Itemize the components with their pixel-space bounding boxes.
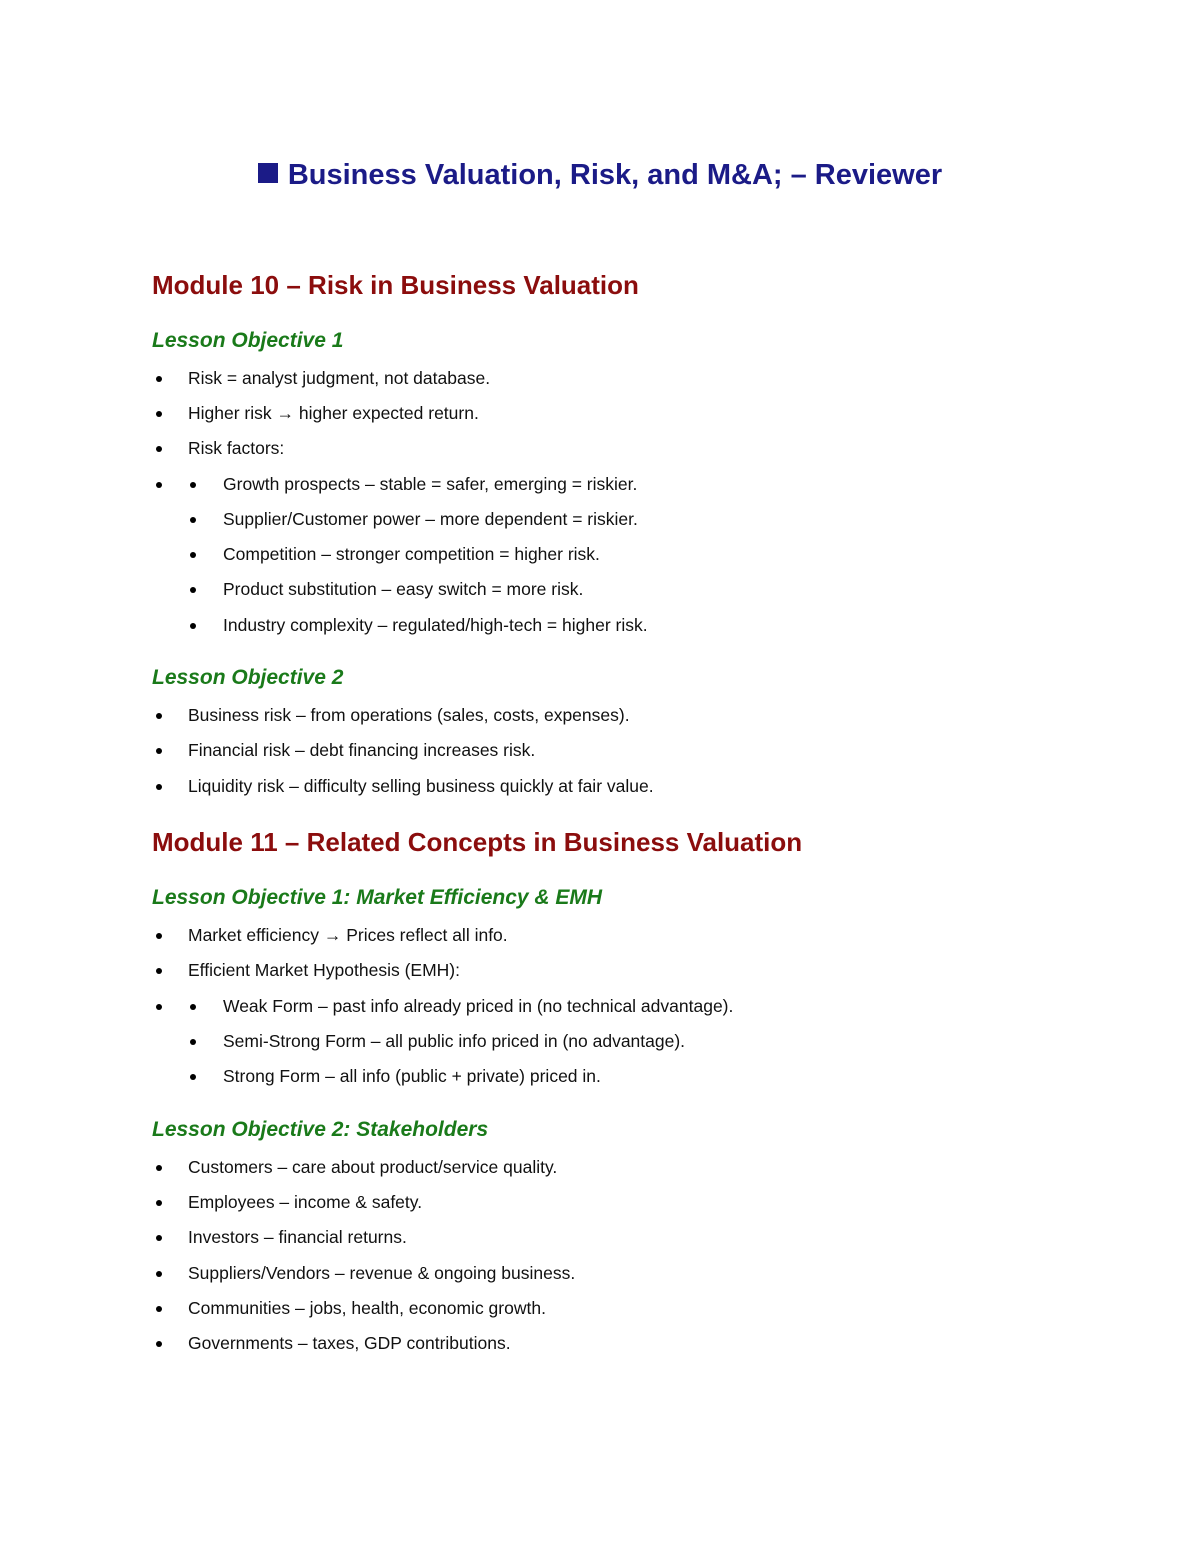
list-item-text: Semi-Strong Form – all public info priced in (no advantage). <box>223 1031 686 1051</box>
bullet-icon <box>156 1306 162 1312</box>
list-item-text: Efficient Market Hypothesis (EMH): <box>188 960 460 980</box>
document-title <box>0 155 1200 195</box>
list-item-text: Supplier/Customer power – more dependent = riskier. <box>223 509 638 529</box>
list-item-text: Communities – jobs, health, economic growth. <box>188 1298 546 1318</box>
bullet-icon <box>156 1004 162 1010</box>
list-item-text: Risk factors: <box>188 438 285 458</box>
black-square-icon <box>258 163 278 183</box>
bullet-icon <box>156 933 162 939</box>
bullet-icon <box>156 748 162 754</box>
lesson-heading: Lesson Objective 2 <box>152 666 344 689</box>
bullet-icon <box>190 623 196 629</box>
list-item-text: Investors – financial returns. <box>188 1227 407 1247</box>
list-item-text: Weak Form – past info already priced in (no technical advantage). <box>223 996 734 1016</box>
bullet-icon <box>156 446 162 452</box>
list-item-text: Financial risk – debt financing increases risk. <box>188 740 536 760</box>
document-title-text: Business Valuation, Risk, and M&A; – Reviewer <box>287 159 943 191</box>
list-item-text: Strong Form – all info (public + private) priced in. <box>223 1066 601 1086</box>
bullet-icon <box>156 411 162 417</box>
bullet-icon <box>190 1039 196 1045</box>
module-heading: Module 10 – Risk in Business Valuation <box>152 270 639 300</box>
bullet-icon <box>190 587 196 593</box>
bullet-icon <box>156 784 162 790</box>
lesson-heading: Lesson Objective 1: Market Efficiency & EMH <box>152 886 603 909</box>
bullet-icon <box>190 482 196 488</box>
lesson-heading: Lesson Objective 2: Stakeholders <box>152 1118 489 1141</box>
list-item-text: Liquidity risk – difficulty selling business quickly at fair value. <box>188 776 654 796</box>
bullet-icon <box>190 1004 196 1010</box>
bullet-icon <box>156 482 162 488</box>
list-item-text: Customers – care about product/service quality. <box>188 1157 558 1177</box>
list-item-text: Competition – stronger competition = higher risk. <box>223 544 600 564</box>
lesson-heading: Lesson Objective 1 <box>152 329 344 352</box>
bullet-icon <box>156 1341 162 1347</box>
list-item-text: Risk = analyst judgment, not database. <box>188 368 491 388</box>
bullet-icon <box>156 1200 162 1206</box>
bullet-icon <box>190 1074 196 1080</box>
module-heading: Module 11 – Related Concepts in Business Valuation <box>152 827 803 857</box>
bullet-icon <box>156 1165 162 1171</box>
list-item-text: Growth prospects – stable = safer, emerging = riskier. <box>223 474 638 494</box>
bullet-icon <box>190 552 196 558</box>
list-item-text: Market efficiency → Prices reflect all info. <box>188 925 508 945</box>
list-item-text: Suppliers/Vendors – revenue & ongoing business. <box>188 1263 576 1283</box>
list-item-text: Employees – income & safety. <box>188 1192 423 1212</box>
list-item-text: Industry complexity – regulated/high-tech = higher risk. <box>223 615 648 635</box>
bullet-icon <box>190 517 196 523</box>
list-item-text: Higher risk → higher expected return. <box>188 403 479 423</box>
bullet-icon <box>156 713 162 719</box>
bullet-icon <box>156 968 162 974</box>
list-item-text: Business risk – from operations (sales, costs, expenses). <box>188 705 630 725</box>
bullet-icon <box>156 1235 162 1241</box>
bullet-icon <box>156 1271 162 1277</box>
list-item-text: Product substitution – easy switch = more risk. <box>223 579 584 599</box>
list-item-text: Governments – taxes, GDP contributions. <box>188 1333 511 1353</box>
bullet-icon <box>156 376 162 382</box>
